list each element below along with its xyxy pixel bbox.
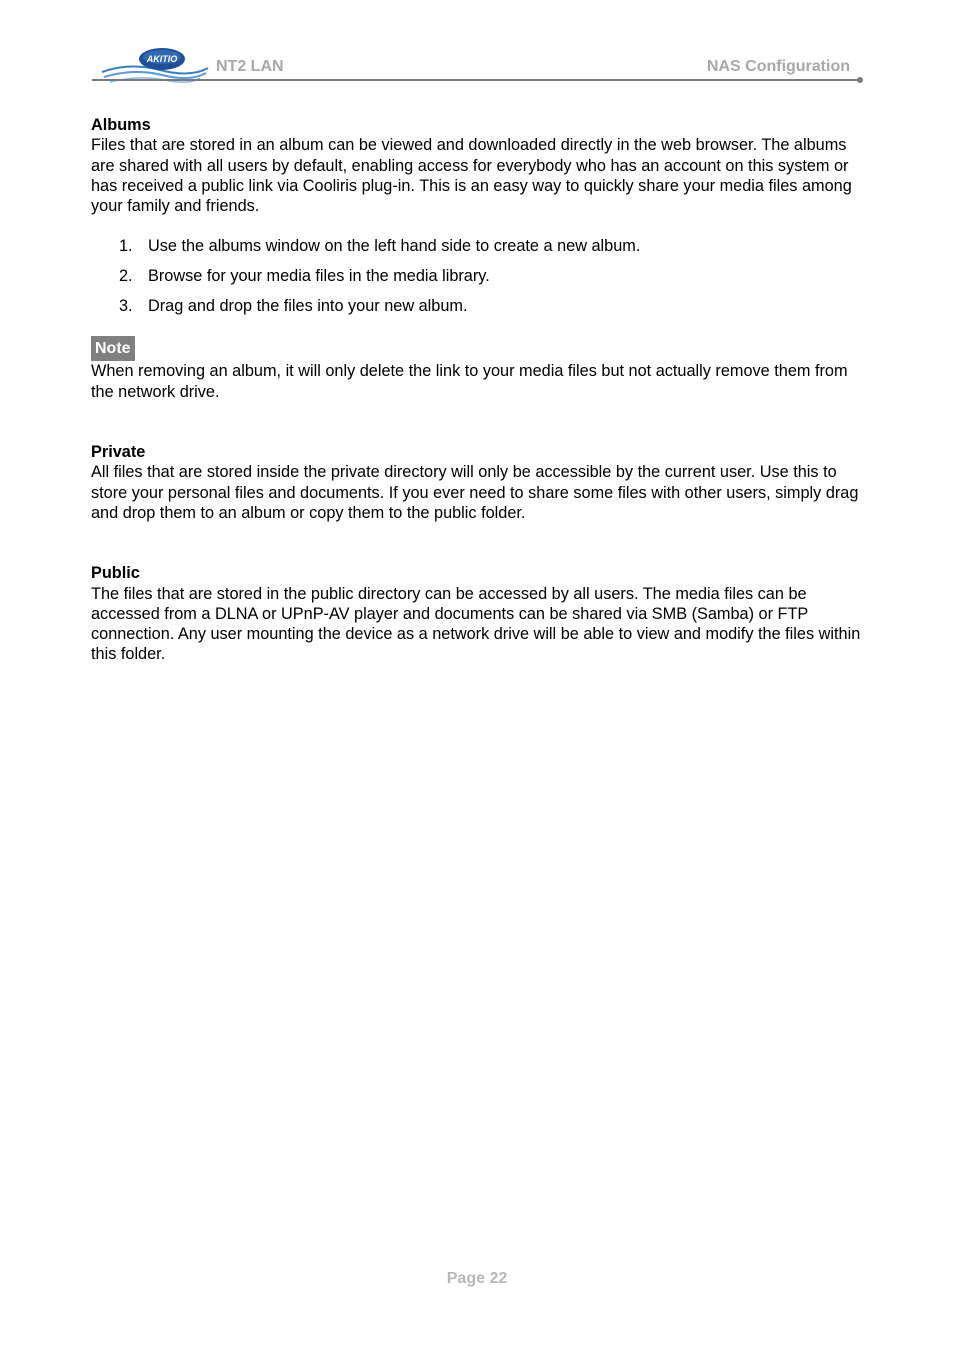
header-product-name: NT2 LAN: [216, 58, 284, 75]
public-heading: Public: [91, 564, 140, 583]
svg-text:AKITIO: AKITIO: [146, 54, 178, 64]
page-header: [90, 44, 864, 92]
albums-body: Files that are stored in an album can be viewed and downloaded directly in the web browser. The albums are shared with all users by default, enabling access for everybody who has an account on this system or has received a public link via Cooliris plug-in. This is an easy way to quickly share your media files among your family and friends.: [91, 136, 852, 216]
step-text: Drag and drop the files into your new album.: [148, 297, 468, 316]
albums-heading: Albums: [91, 116, 151, 134]
header-section-title: NAS Configuration: [706, 58, 850, 75]
page-content: [91, 115, 871, 665]
private-heading: Private: [91, 443, 146, 462]
step-number: 2.: [119, 267, 133, 286]
step-text: Use the albums window on the left hand side to create a new album.: [148, 237, 641, 256]
akitio-logo: [100, 44, 210, 88]
list-item: [91, 236, 871, 266]
list-item: [91, 266, 871, 296]
note-badge: Note: [91, 336, 135, 361]
private-body: All files that are stored inside the private directory will only be accessible by the current user. Use this to store your personal files and documents. If you ever need to share some files with other users, simply drag and drop them to an album or copy them to the public folder.: [91, 463, 859, 522]
note-body: When removing an album, it will only delete the link to your media files but not actually remove them from the network drive.: [91, 362, 848, 401]
step-number: 1.: [119, 237, 133, 256]
albums-steps: [91, 236, 871, 326]
header-divider-end: [857, 77, 863, 83]
page-number: Page 22: [446, 1270, 508, 1287]
public-body: The files that are stored in the public directory can be accessed by all users. The media files can be accessed from a DLNA or UPnP-AV player and documents can be shared via SMB (Samba) or FTP connection. Any user mounting the device as a network drive will be able to view and modify the files within this folder.: [91, 584, 861, 664]
header-divider: [92, 79, 860, 81]
list-item: [91, 296, 871, 326]
step-text: Browse for your media files in the media library.: [148, 267, 490, 286]
step-number: 3.: [119, 297, 133, 316]
